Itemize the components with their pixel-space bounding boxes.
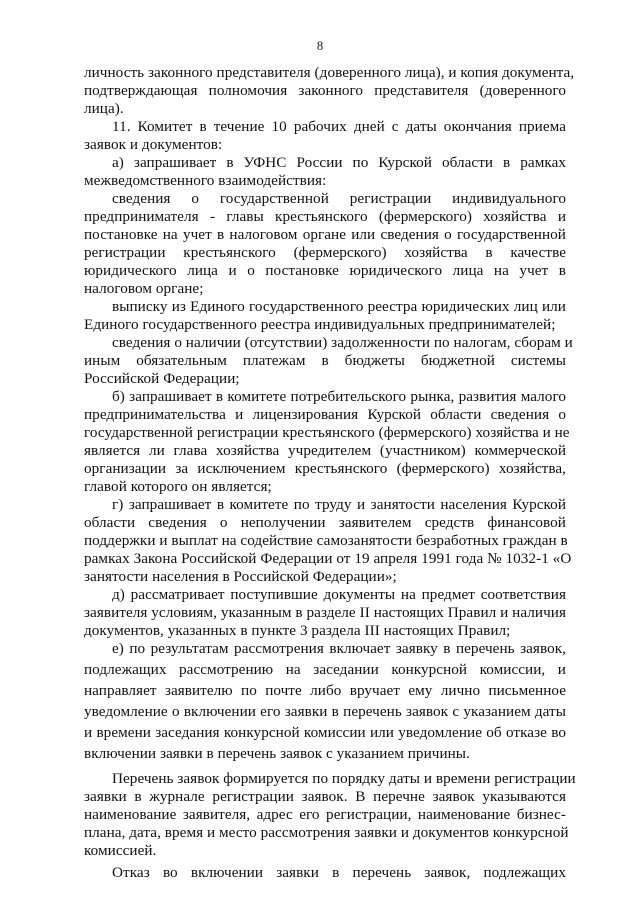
- text-line: юридического лица и о постановке юридического лица на учет в: [84, 262, 566, 279]
- text-line: направляет заявителю по почте либо вручает ему лично письменное: [84, 682, 566, 699]
- text-line: заявок и документов:: [84, 136, 223, 153]
- text-line: г) запрашивает в комитете по труду и занятости населения Курской: [112, 496, 566, 513]
- text-line: плана, дата, время и место рассмотрения заявки и документов конкурсной: [84, 824, 569, 841]
- text-line: предпринимателя - главы крестьянского (фермерского) хозяйства и: [84, 208, 566, 225]
- text-line: государственной регистрации крестьянского (фермерского) хозяйства и не: [84, 424, 570, 441]
- text-line: выписку из Единого государственного реестра юридических лиц или: [112, 298, 566, 315]
- text-line: а) запрашивает в УФНС России по Курской области в рамках: [112, 154, 566, 171]
- text-line: Единого государственного реестра индивидуальных предпринимателей;: [84, 316, 556, 333]
- text-line: Отказ во включении заявки в перечень заявок, подлежащих: [112, 864, 566, 881]
- text-line: налоговом органе;: [84, 280, 204, 297]
- text-line: д) рассматривает поступившие документы на предмет соответствия: [112, 586, 566, 603]
- text-line: личность законного представителя (доверенного лица), и копия документа,: [84, 64, 575, 81]
- text-line: наименование заявителя, адрес его регистрации, наименование бизнес-: [84, 806, 566, 823]
- text-line: заявки в журнале регистрации заявок. В перечне заявок указываются: [84, 788, 566, 805]
- page-number: 8: [316, 38, 324, 53]
- text-line: регистрации крестьянского (фермерского) хозяйства в качестве: [84, 244, 566, 261]
- text-line: организации за исключением крестьянского (фермерского) хозяйства,: [84, 460, 566, 477]
- text-line: комиссией.: [84, 842, 157, 859]
- text-line: уведомление о включении его заявки в перечень заявок с указанием даты: [84, 703, 566, 720]
- text-line: лица).: [84, 100, 124, 117]
- text-line: 11. Комитет в течение 10 рабочих дней с даты окончания приема: [112, 118, 566, 135]
- text-line: сведения о государственной регистрации индивидуального: [112, 190, 566, 207]
- text-line: рамках Закона Российской Федерации от 19 апреля 1991 года № 1032-1 «О: [84, 550, 572, 567]
- text-line: включении заявки в перечень заявок с указанием причины.: [84, 745, 470, 762]
- text-line: е) по результатам рассмотрения включает заявку в перечень заявок,: [112, 640, 566, 657]
- text-line: является ли глава хозяйства учредителем (участником) коммерческой: [84, 442, 566, 459]
- text-line: предпринимательства и лицензирования Курской области сведения о: [84, 406, 566, 423]
- text-line: подтверждающая полномочия законного представителя (доверенного: [84, 82, 566, 99]
- text-line: сведения о наличии (отсутствии) задолженности по налогам, сборам и: [112, 334, 573, 351]
- text-line: подлежащих рассмотрению на заседании конкурсной комиссии, и: [84, 661, 566, 678]
- text-line: документов, указанных в пункте 3 раздела III настоящих Правил;: [84, 622, 511, 639]
- text-line: главой которого он является;: [84, 478, 272, 495]
- text-line: и времени заседания конкурсной комиссии или уведомление об отказе во: [84, 724, 566, 741]
- text-line: б) запрашивает в комитете потребительского рынка, развития малого: [112, 388, 566, 405]
- text-line: постановке на учет в налоговом органе или сведения о государственной: [84, 226, 566, 243]
- text-line: занятости населения в Российской Федерации»;: [84, 568, 397, 585]
- text-line: иным обязательным платежам в бюджеты бюджетной системы: [84, 352, 566, 369]
- text-line: Российской Федерации;: [84, 370, 240, 387]
- text-line: области сведения о неполучении заявителем средств финансовой: [84, 514, 566, 531]
- text-line: заявителя условиям, указанным в разделе II настоящих Правил и наличия: [84, 604, 566, 621]
- text-line: Перечень заявок формируется по порядку даты и времени регистрации: [112, 770, 576, 787]
- text-line: межведомственного взаимодействия:: [84, 172, 327, 189]
- text-line: поддержки и выплат на содействие самозанятости безработных граждан в: [84, 532, 568, 549]
